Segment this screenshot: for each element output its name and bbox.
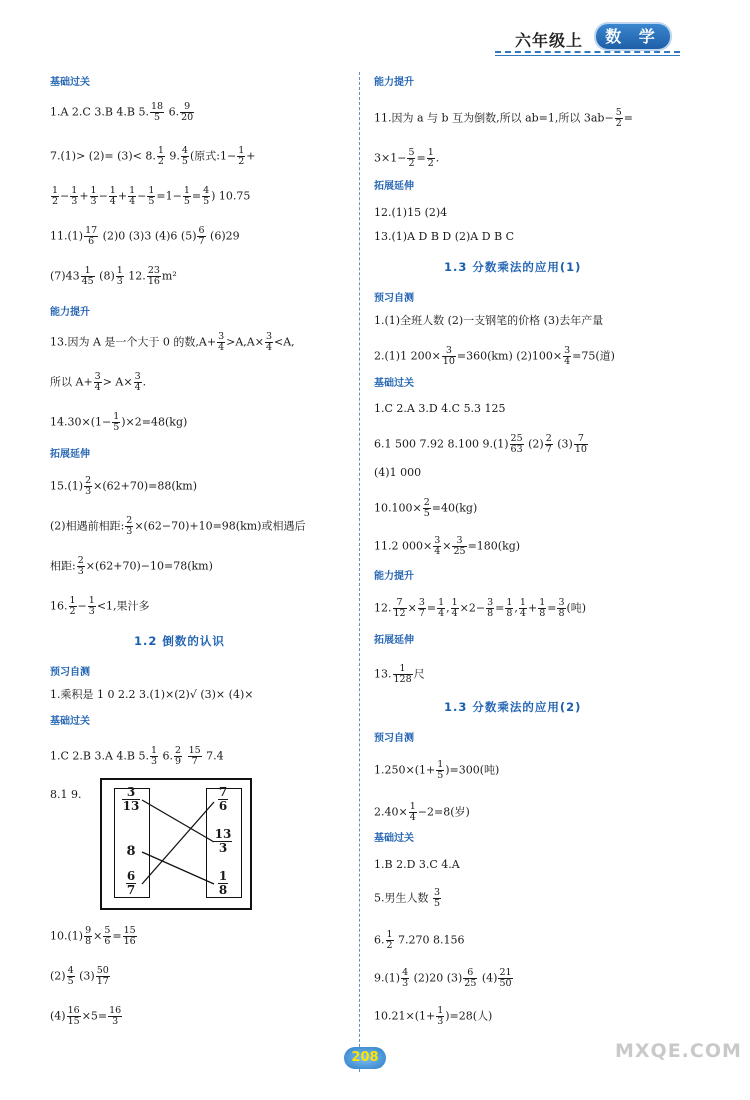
answer-line	[50, 412, 187, 433]
answer-line	[374, 664, 425, 685]
fraction: $\frac{1}{45}$	[81, 265, 94, 287]
right-item-2: $\frac{13}{3}$	[214, 827, 232, 855]
text-segment: 2.(1)1 200×	[374, 349, 441, 363]
text-segment: ×(62−70)+10=98(km)或相遇后	[134, 519, 306, 533]
fraction: $\frac{3}{4}$	[94, 371, 101, 393]
fraction: $\frac{2}{3}$	[126, 515, 133, 537]
section-heading: 拓展延伸	[50, 449, 90, 460]
section-heading: 基础过关	[374, 833, 414, 844]
text-segment: )=28(人)	[445, 1009, 493, 1023]
fraction: $\frac{1}{4}$	[129, 185, 136, 207]
text-segment: 11.2 000×	[374, 539, 433, 553]
answer-line	[374, 968, 514, 989]
answer-line	[50, 556, 213, 577]
text-segment: ×5=	[81, 1009, 108, 1023]
fraction: $\frac{1}{3}$	[151, 745, 158, 767]
text-segment	[183, 750, 187, 763]
fraction: $\frac{1}{3}$	[90, 185, 97, 207]
answer-line	[50, 476, 197, 497]
match-line	[142, 802, 214, 884]
fraction: $\frac{3}{4}$	[218, 331, 225, 353]
answer-line	[374, 148, 439, 169]
match-line	[142, 852, 214, 884]
fraction: $\frac{15}{16}$	[123, 925, 136, 947]
text-segment: 12.	[374, 601, 392, 615]
text-segment: +	[79, 189, 89, 203]
answer-line	[50, 372, 146, 393]
fraction: $\frac{1}{2}$	[238, 145, 245, 167]
text-segment: −	[98, 189, 108, 203]
fraction: $\frac{16}{15}$	[67, 1005, 80, 1027]
text-segment: 2.40×	[374, 805, 408, 819]
answer-line: (4)1 000	[374, 466, 422, 479]
answer-line: 13.(1)A D B D (2)A D B C	[374, 230, 515, 243]
answer-line: 8.1 9.	[50, 788, 82, 801]
section-title: 1.3 分数乘法的应用(2)	[444, 700, 582, 714]
text-segment: (2)0 (3)3 (4)6 (5)	[99, 229, 197, 243]
text-segment: +	[117, 189, 128, 203]
fraction: $\frac{4}{5}$	[67, 965, 74, 987]
left-item-2: 8	[126, 844, 136, 859]
fraction: $\frac{3}{4}$	[134, 371, 141, 393]
fraction: $\frac{23}{16}$	[147, 265, 160, 287]
fraction: $\frac{3}{5}$	[434, 887, 441, 909]
answer-line	[50, 966, 111, 987]
text-segment: 5.男生人数	[374, 891, 432, 905]
fraction: $\frac{7}{12}$	[393, 597, 406, 619]
fraction: $\frac{1}{4}$	[519, 597, 526, 619]
text-segment: 9.(1)	[374, 971, 401, 985]
fraction: $\frac{1}{8}$	[539, 597, 546, 619]
text-segment: 13.	[374, 667, 392, 681]
text-segment: 1.A 2.C 3.B 4.B 5.	[50, 105, 149, 119]
text-segment: 7.4	[202, 749, 224, 763]
text-segment: =	[495, 601, 505, 615]
text-segment: (3)	[75, 969, 95, 983]
section-heading: 预习自测	[374, 733, 414, 744]
fraction: $\frac{1}{128}$	[393, 663, 412, 685]
text-segment: ,	[446, 601, 450, 615]
answer-line	[50, 1006, 123, 1027]
text-segment: 10.21×(1+	[374, 1009, 436, 1023]
fraction: $\frac{6}{25}$	[464, 967, 477, 989]
fraction: $\frac{4}{3}$	[402, 967, 409, 989]
text-segment: 7.(1)> (2)= (3)< 8.	[50, 149, 156, 163]
answer-line	[50, 186, 250, 207]
text-segment: 11.(1)	[50, 229, 84, 243]
fraction: $\frac{4}{5}$	[203, 185, 210, 207]
text-segment: 3×1−	[374, 151, 407, 165]
text-segment: =40(kg)	[431, 501, 478, 515]
fraction: $\frac{25}{63}$	[510, 433, 523, 455]
text-segment: 11.因为 a 与 b 互为倒数,所以 ab=1,所以 3ab−	[374, 111, 614, 125]
text-segment: (4)	[50, 1009, 66, 1023]
fraction: $\frac{5}{2}$	[408, 147, 415, 169]
text-segment: <A,	[274, 335, 295, 349]
fraction: $\frac{1}{3}$	[88, 595, 95, 617]
text-segment: =	[623, 111, 633, 125]
text-segment: 1.C 2.B 3.A 4.B 5.	[50, 749, 149, 763]
fraction: $\frac{3}{25}$	[453, 535, 466, 557]
text-segment: ,	[514, 601, 518, 615]
text-segment: .	[142, 375, 147, 389]
fraction: $\frac{3}{4}$	[564, 345, 571, 367]
fraction: $\frac{2}{3}$	[77, 555, 84, 577]
text-segment: −	[137, 189, 147, 203]
text-segment: (吨)	[566, 601, 587, 615]
section-title: 1.2 倒数的认识	[134, 634, 225, 648]
text-segment: =1−	[156, 189, 182, 203]
section-heading: 预习自测	[50, 667, 90, 678]
section-heading: 基础过关	[374, 378, 414, 389]
text-segment: 尺	[413, 667, 425, 681]
fraction: $\frac{3}{8}$	[487, 597, 494, 619]
text-segment: (3)	[553, 437, 573, 451]
text-segment: 10.100×	[374, 501, 422, 515]
answer-line	[50, 102, 195, 123]
fraction: $\frac{21}{50}$	[499, 967, 512, 989]
text-segment: =	[112, 929, 122, 943]
text-segment: 相距:	[50, 559, 76, 573]
watermark: MXQE.COM	[615, 1040, 742, 1062]
answer-line	[374, 760, 499, 781]
text-segment: 6.1 500 7.92 8.100 9.(1)	[374, 437, 509, 451]
fraction: $\frac{2}{3}$	[85, 475, 92, 497]
page-number: 208	[344, 1047, 386, 1069]
fraction: $\frac{15}{7}$	[188, 745, 201, 767]
fraction: $\frac{3}{7}$	[418, 597, 425, 619]
text-segment: ) 10.75	[211, 189, 251, 203]
answer-line	[374, 802, 470, 823]
fraction: $\frac{5}{2}$	[615, 107, 622, 129]
fraction: $\frac{3}{4}$	[265, 331, 273, 353]
answer-line	[50, 746, 224, 767]
text-segment: ×	[407, 601, 417, 615]
fraction: $\frac{5}{6}$	[104, 925, 111, 947]
answer-line: 1.乘积是 1 0 2.2 3.(1)×(2)√ (3)× (4)×	[50, 688, 254, 701]
fraction: $\frac{50}{17}$	[96, 965, 109, 987]
text-segment: (2)相遇前相距:	[50, 519, 125, 533]
text-segment: +	[527, 601, 538, 615]
text-segment: =180(kg)	[467, 539, 521, 553]
text-segment: 13.因为 A 是一个大于 0 的数,A+	[50, 335, 217, 349]
text-segment: 10.(1)	[50, 929, 84, 943]
text-segment: −	[60, 189, 70, 203]
fraction: $\frac{1}{5}$	[113, 411, 120, 433]
fraction: $\frac{3}{10}$	[442, 345, 455, 367]
left-item-3: $\frac{6}{7}$	[126, 869, 136, 897]
answer-line: 1.C 2.A 3.D 4.C 5.3 125	[374, 402, 506, 415]
fraction: $\frac{9}{8}$	[85, 925, 92, 947]
fraction: $\frac{1}{2}$	[157, 145, 164, 167]
fraction: $\frac{16}{3}$	[109, 1005, 122, 1027]
answer-line	[374, 536, 520, 557]
right-item-1: $\frac{7}{6}$	[218, 785, 228, 813]
section-heading: 基础过关	[50, 77, 90, 88]
answer-line	[50, 146, 255, 167]
right-item-3: $\frac{1}{8}$	[218, 869, 228, 897]
text-segment: 12.	[124, 269, 146, 283]
text-segment: ×	[442, 539, 452, 553]
fraction: $\frac{1}{5}$	[148, 185, 155, 207]
fraction: $\frac{3}{4}$	[434, 535, 441, 557]
fraction: $\frac{1}{2}$	[69, 595, 76, 617]
header-rule	[495, 51, 680, 53]
fraction: $\frac{1}{4}$	[451, 597, 458, 619]
text-segment: =	[416, 151, 426, 165]
text-segment: >A,A×	[226, 335, 264, 349]
text-segment: ×	[93, 929, 103, 943]
text-segment: ×(62+70)=88(km)	[93, 479, 198, 493]
fraction: $\frac{4}{5}$	[181, 145, 188, 167]
text-segment: )×2=48(kg)	[121, 415, 188, 429]
answer-line: 1.B 2.D 3.C 4.A	[374, 858, 460, 871]
section-heading: 拓展延伸	[374, 181, 414, 192]
text-segment: (2)	[524, 437, 544, 451]
text-segment: 1.250×(1+	[374, 763, 436, 777]
fraction: $\frac{1}{5}$	[183, 185, 190, 207]
answer-line	[50, 926, 138, 947]
grade-label: 六年级上	[515, 31, 584, 50]
answer-line	[374, 346, 615, 367]
section-heading: 拓展延伸	[374, 635, 414, 646]
match-line	[142, 800, 214, 842]
text-segment: =360(km) (2)100×	[456, 349, 563, 363]
fraction: $\frac{2}{9}$	[175, 745, 182, 767]
text-segment: =	[547, 601, 557, 615]
answer-line	[374, 598, 586, 619]
fraction: $\frac{18}{5}$	[151, 101, 164, 123]
text-segment: −2=8(岁)	[417, 805, 470, 819]
text-segment: 9.	[165, 149, 180, 163]
text-segment: (2)	[50, 969, 66, 983]
fraction: $\frac{1}{4}$	[438, 597, 445, 619]
text-segment: <1,果汁多	[96, 599, 150, 613]
section-title: 1.3 分数乘法的应用(1)	[444, 260, 582, 274]
text-segment: (原式:1−	[189, 149, 237, 163]
text-segment: =	[426, 601, 437, 615]
answer-line	[374, 498, 477, 519]
text-segment: (4)	[478, 971, 498, 985]
header-rule-solid	[495, 55, 680, 56]
section-heading: 预习自测	[374, 293, 414, 304]
section-heading: 能力提升	[374, 77, 414, 88]
answer-line	[50, 596, 150, 617]
text-segment: 7.270 8.156	[394, 933, 465, 947]
fraction: $\frac{1}{5}$	[437, 759, 444, 781]
left-item-1: $\frac{3}{13}$	[122, 785, 140, 813]
answer-line	[374, 930, 465, 951]
fraction: $\frac{6}{7}$	[198, 225, 205, 247]
answer-line	[374, 434, 589, 455]
matching-diagram	[100, 778, 252, 910]
text-segment: (7)43	[50, 269, 80, 283]
text-segment: ×(62+70)−10=78(km)	[85, 559, 213, 573]
text-segment: −	[77, 599, 87, 613]
answer-line: 1.(1)全班人数 (2)一支钢笔的价格 (3)去年产量	[374, 314, 604, 327]
text-segment: > A×	[102, 375, 133, 389]
text-segment: 所以 A+	[50, 375, 93, 389]
text-segment: =	[191, 189, 202, 203]
answer-line	[374, 108, 633, 129]
answer-line	[50, 226, 240, 247]
text-segment: +	[246, 149, 256, 163]
fraction: $\frac{2}{5}$	[423, 497, 430, 519]
fraction: $\frac{1}{3}$	[116, 265, 123, 287]
fraction: $\frac{1}{3}$	[437, 1005, 444, 1027]
fraction: $\frac{3}{8}$	[558, 597, 565, 619]
fraction: $\frac{17}{6}$	[85, 225, 98, 247]
fraction: $\frac{7}{10}$	[574, 433, 587, 455]
answer-line	[50, 266, 177, 287]
section-heading: 能力提升	[50, 307, 90, 318]
answer-line	[50, 332, 295, 353]
text-segment: 14.30×(1−	[50, 415, 112, 429]
section-heading: 能力提升	[374, 571, 414, 582]
text-segment: (8)	[95, 269, 115, 283]
text-segment: 6.	[165, 105, 180, 119]
fraction: $\frac{1}{8}$	[506, 597, 513, 619]
text-segment: (2)20 (3)	[410, 971, 463, 985]
text-segment: (6)29	[206, 229, 240, 243]
text-segment: =75(道)	[572, 349, 615, 363]
fraction: $\frac{1}{2}$	[52, 185, 59, 207]
text-segment: )=300(吨)	[445, 763, 500, 777]
fraction: $\frac{1}{3}$	[71, 185, 78, 207]
text-segment: 16.	[50, 599, 68, 613]
subject-badge: 数 学	[596, 24, 670, 49]
fraction: $\frac{2}{7}$	[545, 433, 552, 455]
text-segment: 6.	[374, 933, 385, 947]
answer-line	[374, 1006, 492, 1027]
answer-line: 12.(1)15 (2)4	[374, 206, 448, 219]
text-segment: m²	[161, 269, 177, 283]
fraction: $\frac{1}{2}$	[386, 929, 393, 951]
answer-line	[374, 888, 442, 909]
section-heading: 基础过关	[50, 716, 90, 727]
fraction: $\frac{1}{4}$	[409, 801, 416, 823]
fraction: $\frac{9}{20}$	[181, 101, 194, 123]
text-segment: 15.(1)	[50, 479, 84, 493]
fraction: $\frac{1}{2}$	[427, 147, 434, 169]
text-segment: 6.	[159, 749, 174, 763]
column-divider	[359, 72, 360, 1072]
text-segment: .	[435, 151, 440, 165]
text-segment: ×2−	[459, 601, 486, 615]
fraction: $\frac{1}{4}$	[109, 185, 116, 207]
answer-line	[50, 516, 305, 537]
